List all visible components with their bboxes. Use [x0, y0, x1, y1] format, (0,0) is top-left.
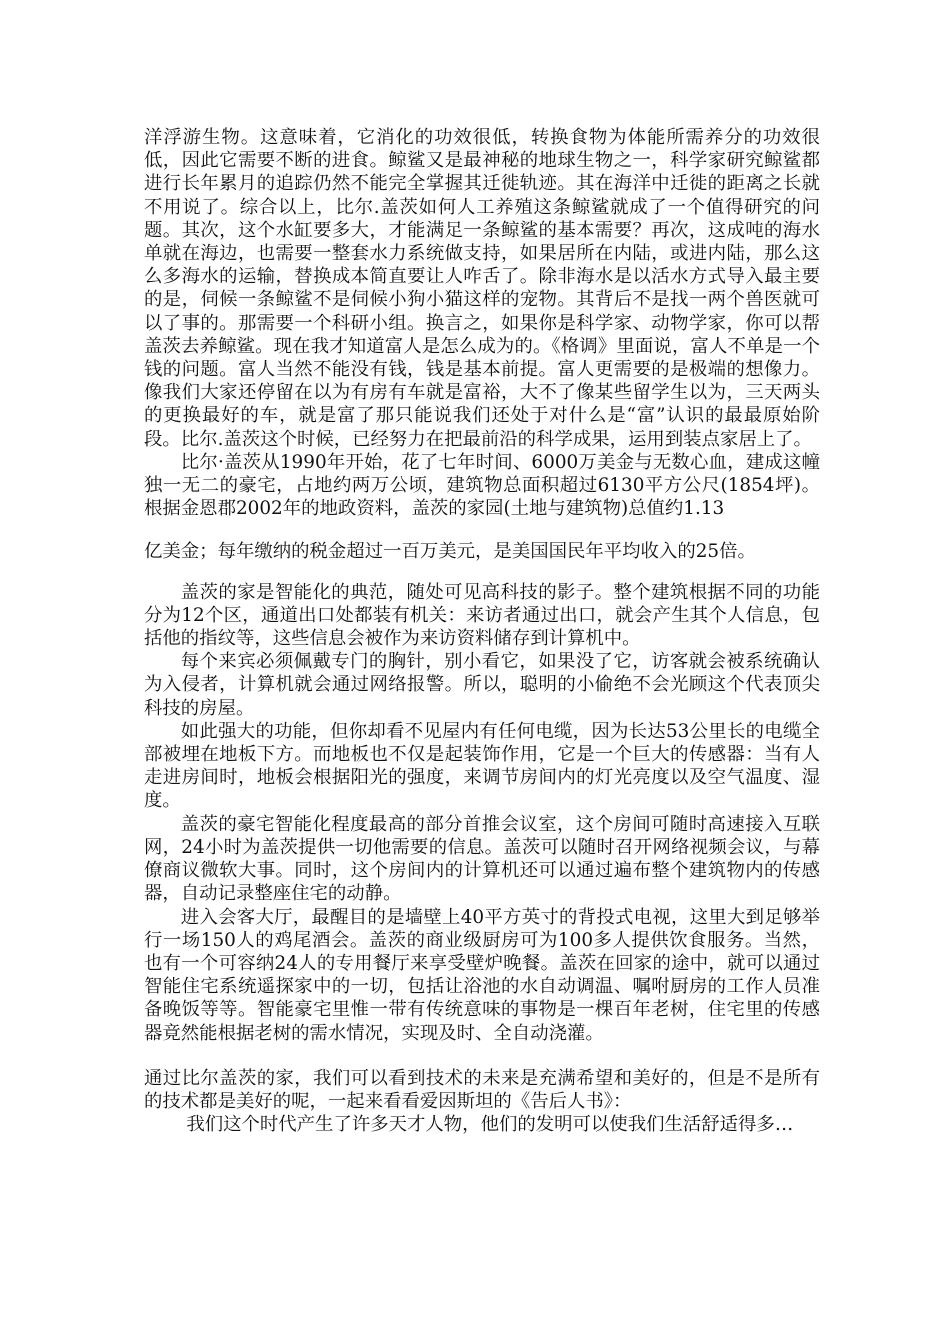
paragraph-technology-future: 通过比尔盖茨的家，我们可以看到技术的未来是充满希望和美好的，但是不是所有的技术都是美好的呢，一起来看看爱因斯坦的《告后人书》：	[144, 1067, 820, 1112]
paragraph-reception-hall: 进入会客大厅，最醒目的是墙壁上40平方英寸的背投式电视，这里大到足够举行一场150人的鸡尾酒会。盖茨的商业级厨房可为100多人提供饮食服务。当然，也有一个可容纳24人的专用餐厅来享受壁炉晚餐。盖茨在回家的途中，就可以通过智能住宅系统遥探家中的一切，包括让浴池的水自动调温、嘱咐厨房的工作人员准备晚饭等等。智能豪宅里惟一带有传统意味的事物是一棵百年老树，住宅里的传感器竟然能根据老树的需水情况，实现及时、全自动浇灌。	[144, 906, 820, 1044]
paragraph-einstein-letter: 我们这个时代产生了许多天才人物，他们的发明可以使我们生活舒适得多…	[186, 1114, 794, 1136]
paragraph-visitor-pin: 每个来宾必须佩戴专门的胸针，别小看它，如果没了它，访客就会被系统确认为入侵者，计算机就会通过网络报警。所以，聪明的小偷绝不会光顾这个代表顶尖科技的房屋。	[144, 651, 820, 719]
paragraph-house-history: 比尔·盖茨从1990年开始，花了七年时间、6000万美金与无数心血，建成这幢独一无二的豪宅，占地约两万公顷，建筑物总面积超过6130平方公尺(1854坪)。根据金恩郡2002年的地政资料，盖茨的家园(土地与建筑物)总值约1.13	[144, 451, 820, 520]
document-body	[144, 126, 820, 1136]
paragraph-house-value: 亿美金；每年缴纳的税金超过一百万美元，是美国国民年平均收入的25倍。	[144, 541, 756, 563]
paragraph-whale-shark: 洋浮游生物。这意味着，它消化的功效很低，转换食物为体能所需养分的功效很低，因此它需要不断的进食。鲸鲨又是最神秘的地球生物之一，科学家研究鲸鲨都进行长年累月的追踪仍然不能完全掌握其迁徙轨迹。其在海洋中迁徙的距离之长就不用说了。综合以上，比尔.盖茨如何人工养殖这条鲸鲨就成了一个值得研究的问题。其次，这个水缸要多大，才能满足一条鲸鲨的基本需要？再次，这成吨的海水单就在海边，也需要一整套水力系统做支持，如果居所在内陆，或进内陆，那么这么多海水的运输，替换成本简直要让人咋舌了。除非海水是以活水方式导入最主要的是，伺候一条鲸鲨不是伺候小狗小猫这样的宠物。其背后不是找一两个兽医就可以了事的。那需要一个科研小组。换言之，如果你是科学家、动物学家，你可以帮盖茨去养鲸鲨。现在我才知道富人是怎么成为的。《格调》里面说，富人不单是一个钱的问题。富人当然不能没有钱，钱是基本前提。富人更需要的是极端的想像力。像我们大家还停留在以为有房有车就是富裕，大不了像某些留学生以为，三天两头的更换最好的车，就是富了那只能说我们还处于对什么是“富”认识的最最原始阶段。比尔.盖茨这个时候，已经努力在把最前沿的科学成果，运用到装点家居上了。	[144, 127, 820, 450]
paragraph-floor-sensor: 如此强大的功能，但你却看不见屋内有任何电缆，因为长达53公里长的电缆全部被埋在地板下方。而地板也不仅是起装饰作用，它是一个巨大的传感器：当有人走进房间时，地板会根据阳光的强度，来调节房间内的灯光亮度以及空气温度、湿度。	[144, 720, 820, 812]
paragraph-smart-home: 盖茨的家是智能化的典范，随处可见高科技的影子。整个建筑根据不同的功能分为12个区，通道出口处都装有机关：来访者通过出口，就会产生其个人信息，包括他的指纹等，这些信息会被作为来访资料储存到计算机中。	[144, 581, 820, 650]
paragraph-meeting-room: 盖茨的豪宅智能化程度最高的部分首推会议室，这个房间可随时高速接入互联网，24小时为盖茨提供一切他需要的信息。盖茨可以随时召开网络视频会议，与幕僚商议微软大事。同时，这个房间内的计算机还可以通过遍布整个建筑物内的传感器，自动记录整座住宅的动静。	[144, 813, 820, 905]
